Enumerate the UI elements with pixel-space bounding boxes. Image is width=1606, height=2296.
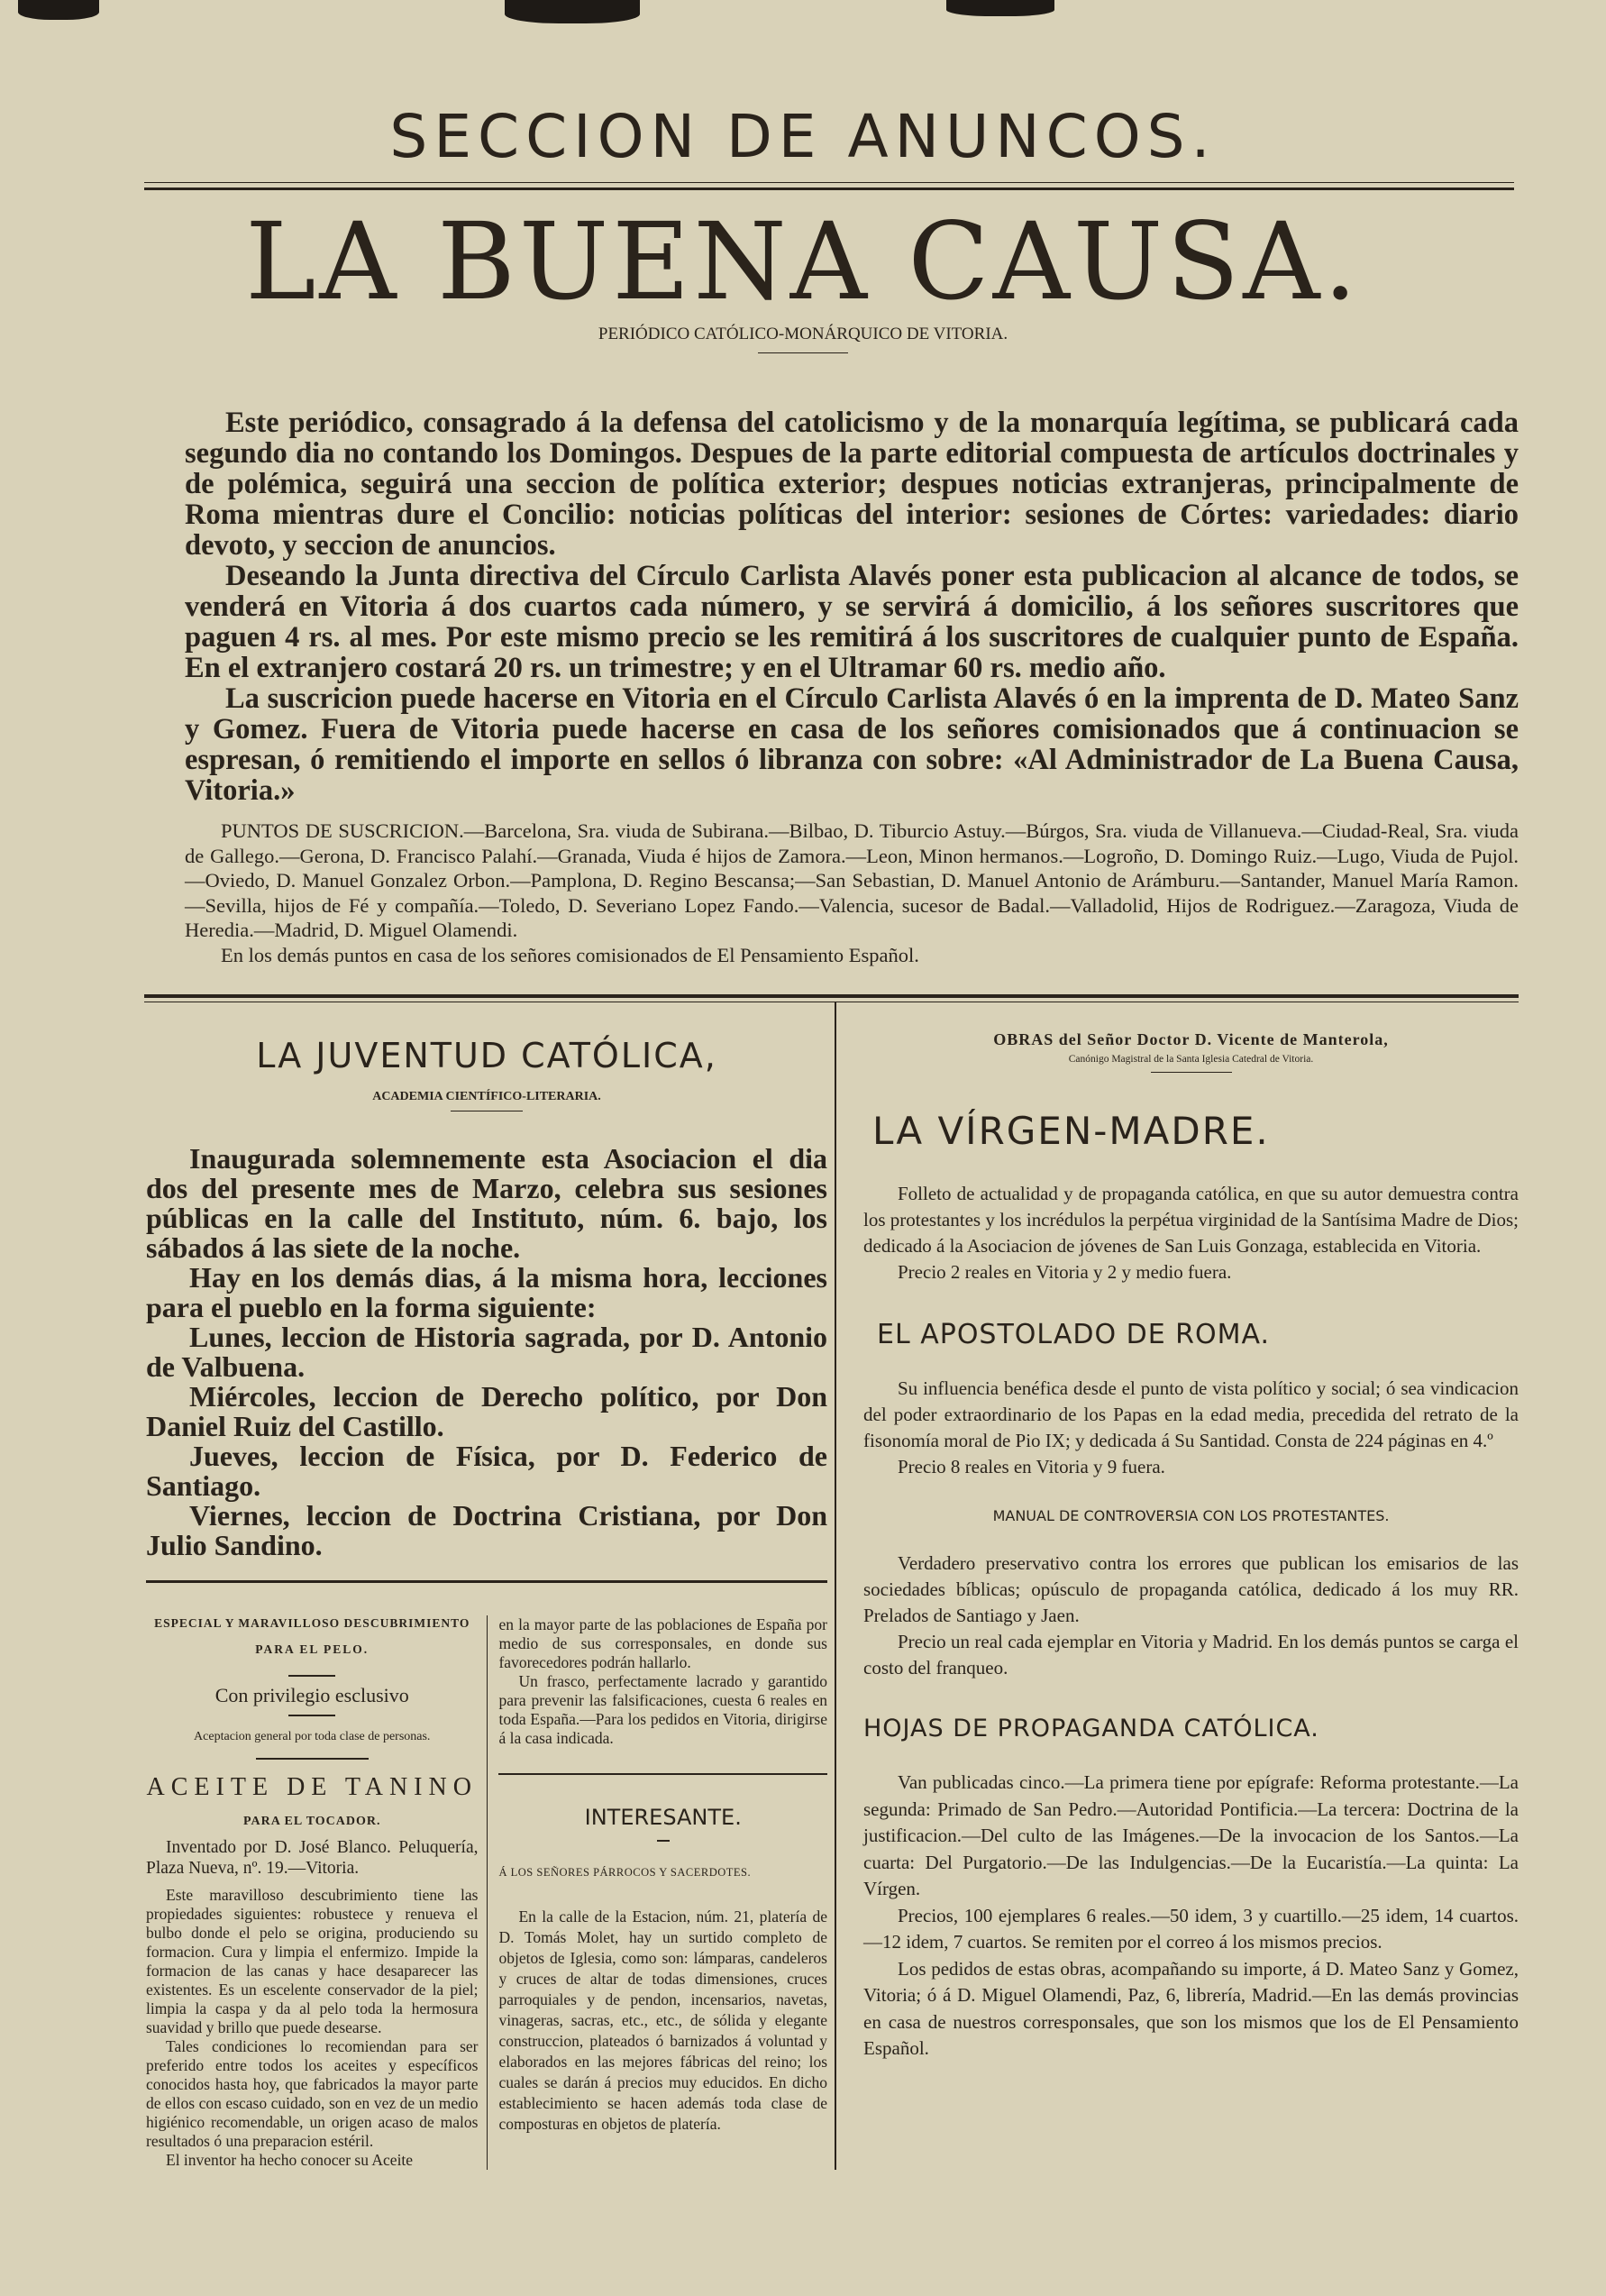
lead-paragraph: Deseando la Junta directiva del Círculo Carlista Alavés poner esta publicacion al alcance de todos, se venderá en Vitoria á dos cuartos cada número, y se servirá á domicilio, á los señores suscritores que paguen 4 rs. al mes. Por este mismo precio se les remitirá á los suscritores de cualquier punto de España. En el extranjero costará 20 rs. un trimestre; y en el Ultramar 60 rs. medio año.: [185, 560, 1519, 684]
aceite-continuation: [487, 1615, 827, 2170]
ornament-rule: [288, 1675, 335, 1677]
aceite-ad: [146, 1615, 487, 2170]
paragraph: Viernes, leccion de Doctrina Cristiana, por Don Julio Sandino.: [146, 1499, 827, 1561]
paragraph: Van publicadas cinco.—La primera tiene por epígrafe: Reforma protestante.—La segunda: Primado de San Pedro.—Autoridad Pontificia.—La tercera: Doctrina de la justificacion.—Del culto de las Imágenes.—De la invocacion de los Santos.—La cuarta: Del Purgatorio.—De las Indulgencias.—De la Eucaristía.—La quinta: La Vírgen.: [863, 1771, 1519, 1899]
interesante-subtitle: Á LOS SEÑORES PÁRROCOS Y SACERDOTES.: [498, 1866, 752, 1879]
apostolado-title: EL APOSTOLADO DE ROMA.: [877, 1319, 1271, 1350]
divider: [146, 1580, 827, 1583]
divider: [498, 1773, 827, 1775]
price: Precio 8 reales en Vitoria y 9 fuera.: [898, 1456, 1165, 1477]
paragraph: Jueves, leccion de Física, por D. Federico de Santiago.: [146, 1440, 827, 1502]
subscription-points: [185, 819, 1519, 967]
juventud-article: [146, 1144, 827, 1560]
paragraph: Su influencia benéfica desde el punto de vista político y social; ó sea vindicacion del poder extraordinario de los Papas en la edad media, precedida del retrato de la fisonomía moral de Pio IX; y dedicada á Su Santidad. Consta de 224 páginas en 4.º: [863, 1377, 1519, 1451]
hojas-title: HOJAS DE PROPAGANDA CATÓLICA.: [863, 1715, 1319, 1743]
points-list: PUNTOS DE SUSCRICION.—Barcelona, Sra. viuda de Subirana.—Bilbao, D. Tiburcio Astuy.—Búrgos, Sra. viuda de Villanueva.—Ciudad-Real, Sra. viuda de Gallego.—Gerona, D. Francisco Palahí.—Granada, Viuda é hijos de Zamora.—Leon, Minon hermanos.—Logroño, D. Domingo Ruiz.—Lugo, Viuda de Pujol.—Oviedo, D. Manuel Gonzalez Orbon.—Pamplona, D. Regino Bescansa;—San Sebastian, D. Manuel Antonio de Arámburu.—Santander, Manuel María Ramon.—Sevilla, hijos de Fé y compañía.—Toledo, D. Severiano Lopez Fando.—Valencia, sucesor de Badal.—Valladolid, Hijos de Rodriguez.—Zaragoza, Viuda de Heredia.—Madrid, D. Miguel Olamendi.: [185, 819, 1519, 941]
obras-header-sub: Canónigo Magistral de la Santa Iglesia Catedral de Vitoria.: [1068, 1054, 1314, 1065]
manual-title: MANUAL DE CONTROVERSIA CON LOS PROTESTANTES.: [992, 1507, 1390, 1524]
ornament-rule: [288, 1715, 335, 1716]
ad-privilege: Con privilegio esclusivo: [214, 1684, 409, 1706]
double-rule: [144, 994, 1519, 1002]
ad-kicker: ESPECIAL Y MARAVILLOSO DESCUBRIMIENTO: [154, 1616, 470, 1630]
paragraph: Inaugurada solemnemente esta Asociacion el dia dos del presente mes de Marzo, celebra sus sesiones públicas en la calle del Instituto, núm. 6. bajo, los sábados á las siete de la noche.: [146, 1142, 827, 1264]
ad-subtitle: PARA EL TOCADOR.: [242, 1815, 381, 1828]
ad-kicker: PARA EL PELO.: [255, 1642, 370, 1656]
paragraph: Un frasco, perfectamente lacrado y garantido para prevenir las falsificaciones, cuesta 6 reales en toda España.—Para los pedidos en Vitoria, dirigirse á la casa indicada.: [498, 1672, 827, 1747]
ornament-rule: [256, 1758, 369, 1760]
lead-article: [185, 407, 1519, 806]
ad-title: ACEITE DE TANINO: [146, 1773, 478, 1801]
obras-column: [835, 1002, 1519, 2170]
price: Precio 2 reales en Vitoria y 2 y medio fuera.: [898, 1261, 1232, 1283]
points-note: En los demás puntos en casa de los señores comisionados de El Pensamiento Español.: [221, 943, 919, 966]
divider: [144, 182, 1514, 190]
newspaper-title: LA BUENA CAUSA.: [245, 199, 1361, 324]
columns: [146, 1002, 1519, 2170]
ornament-rule: [1151, 1072, 1232, 1073]
newspaper-subtitle: PERIÓDICO CATÓLICO-MONÁRQUICO DE VITORIA.: [598, 325, 1008, 343]
virgen-title: LA VÍRGEN-MADRE.: [872, 1109, 1270, 1153]
paragraph: Los pedidos de estas obras, acompañando su importe, á D. Mateo Sanz y Gomez, Vitoria; ó á D. Miguel Olamendi, Paz, 6, librería, Madrid.—En las demás provincias en casa de nuestros corresponsales, que son los mismos que los de El Pensamiento Español.: [863, 1957, 1519, 2059]
left-column: [146, 1002, 835, 2170]
interesante-title: INTERESANTE.: [584, 1805, 742, 1830]
price: Precio un real cada ejemplar en Vitoria y Madrid. En los demás puntos se carga el costo del franqueo.: [863, 1631, 1519, 1679]
paragraph: Hay en los demás dias, á la misma hora, lecciones para el pueblo en la forma siguiente:: [146, 1261, 827, 1323]
ornament-rule: [657, 1840, 670, 1842]
paragraph: Tales condiciones lo recomiendan para ser preferido entre todos los aceites y específicos conocidos hasta hoy, que fabricados la mayor parte de ellos con escaso cuidado, son en vez de un medio higiénico recomendable, un origen acaso de malos resultados ó una preparacion estéril.: [146, 2037, 479, 2150]
small-ads: [146, 1615, 827, 2170]
paragraph: en la mayor parte de las poblaciones de España por medio de sus corresponsales, en donde sus favorecedores podrán hallarlo.: [498, 1615, 827, 1671]
ad-acceptance: Aceptacion general por toda clase de personas.: [194, 1730, 431, 1743]
ad-inventor: Inventado por D. José Blanco. Peluquería, Plaza Nueva, nº. 19.—Vitoria.: [146, 1838, 479, 1878]
paragraph: El inventor ha hecho conocer su Aceite: [166, 2151, 414, 2169]
juventud-title: LA JUVENTUD CATÓLICA,: [256, 1036, 717, 1075]
juventud-subtitle: ACADEMIA CIENTÍFICO-LITERARIA.: [372, 1090, 601, 1103]
lead-paragraph: Este periódico, consagrado á la defensa del catolicismo y de la monarquía legítima, se publicará cada segundo dia no contando los Domingos. Despues de la parte editorial compuesta de artículos doctrinales y de polémica, seguirá una seccion de política exterior; despues noticias extranjeras, principalmente de Roma mientras dure el Concilio: noticias políticas del interior: sesiones de Córtes: variedades: diario devoto, y seccion de anuncios.: [185, 407, 1519, 562]
section-title: SECCION DE ANUNCOS.: [389, 102, 1217, 171]
paragraph: Precios, 100 ejemplares 6 reales.—50 idem, 3 y cuartillo.—25 idem, 14 cuartos.—12 idem, 7 cuartos. Se remiten por el correo á los mismos precios.: [863, 1904, 1519, 1953]
ornament-rule: [758, 352, 848, 353]
paragraph: Lunes, leccion de Historia sagrada, por D. Antonio de Valbuena.: [146, 1321, 827, 1383]
paragraph: Este maravilloso descubrimiento tiene las propiedades siguientes: robustece y renueva el bulbo donde el pelo se origina, produciendo su formacion. Cura y limpia el enfermizo. Impide la formacion de las canas y hace desaparecer las existentes. Es un escelente conservador de la piel; limpia la caspa y da al pelo toda la hermosura suavidad y brillo que puede desearse.: [146, 1886, 479, 2036]
paragraph: Miércoles, leccion de Derecho político, por Don Daniel Ruiz del Castillo.: [146, 1380, 827, 1442]
obras-header: OBRAS del Señor Doctor D. Vicente de Manterola,: [993, 1030, 1389, 1048]
lead-paragraph: La suscricion puede hacerse en Vitoria en el Círculo Carlista Alavés ó en la imprenta de D. Mateo Sanz y Gomez. Fuera de Vitoria puede hacerse en casa de los señores comisionados que á continuacion se espresan, ó remitiendo el importe en sellos ó libranza con sobre: «Al Administrador de La Buena Causa, Vitoria.»: [185, 682, 1519, 807]
paragraph: En la calle de la Estacion, núm. 21, platería de D. Tomás Molet, hay un surtido completo de objetos de Iglesia, como son: lámparas, candeleros y cruces de altar de todas dimensiones, cruces parroquiales y de pendon, incensarios, navetas, vinageras, sacras, etc., etc., de sólida y elegante construccion, plateados ó barnizados á voluntad y elaborados en las mejores fábricas del reino; los cuales se darán á precios muy educidos. En dicho establecimiento se hacen además toda clase de composturas en objetos de platería.: [498, 1907, 827, 2133]
paragraph: Folleto de actualidad y de propaganda católica, en que su autor demuestra contra los protestantes y los incrédulos la perpétua virginidad de la Santísima Madre de Dios; dedicado á la Asociacion de jóvenes de San Luis Gonzaga, establecida en Vitoria.: [863, 1183, 1519, 1257]
paragraph: Verdadero preservativo contra los errores que publican los emisarios de las sociedades bíblicas; opúsculo de propaganda católica, dedicado á los muy RR. Prelados de Santiago y Jaen.: [863, 1552, 1519, 1626]
